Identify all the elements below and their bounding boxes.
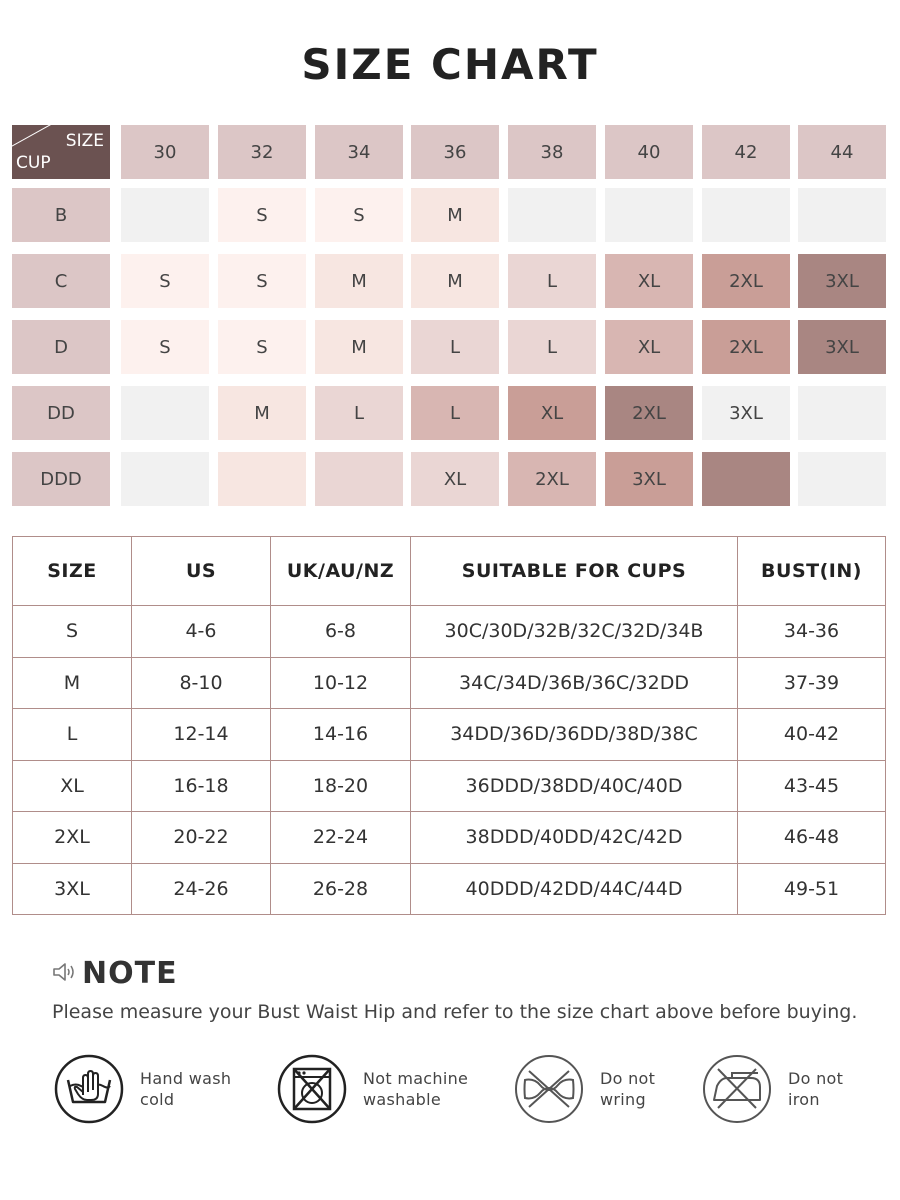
cell-cups: 34C/34D/36B/36C/32DD bbox=[411, 657, 738, 709]
note-text: Please measure your Bust Waist Hip and refer to the size chart above before buying. bbox=[52, 1001, 858, 1023]
corner-size-label: SIZE bbox=[65, 131, 104, 151]
cell-bust: 46-48 bbox=[738, 812, 886, 864]
col-header-us: US bbox=[132, 537, 271, 606]
band-size-header: 30 bbox=[121, 125, 209, 179]
size-cell: 3XL bbox=[798, 320, 886, 374]
size-cell: S bbox=[218, 188, 306, 242]
care-label-line: Not machine bbox=[363, 1069, 469, 1088]
cell-us: 24-26 bbox=[132, 863, 271, 915]
care-label-line: washable bbox=[363, 1090, 442, 1109]
size-cell bbox=[798, 386, 886, 440]
cell-uk: 10-12 bbox=[271, 657, 411, 709]
hand-wash-icon bbox=[54, 1054, 124, 1124]
size-cell: XL bbox=[605, 320, 693, 374]
do-not-wring-icon bbox=[514, 1054, 584, 1124]
cell-bust: 40-42 bbox=[738, 709, 886, 761]
table-row bbox=[13, 863, 886, 915]
care-label-line: Do not bbox=[788, 1069, 844, 1088]
care-item bbox=[54, 1054, 231, 1124]
size-cell bbox=[218, 452, 306, 506]
cell-bust: 43-45 bbox=[738, 760, 886, 812]
do-not-iron-icon bbox=[702, 1054, 772, 1124]
size-cell: S bbox=[315, 188, 403, 242]
band-size-header: 40 bbox=[605, 125, 693, 179]
band-size-header: 38 bbox=[508, 125, 596, 179]
size-cell: 2XL bbox=[702, 320, 790, 374]
care-item bbox=[277, 1054, 468, 1124]
size-cell bbox=[798, 188, 886, 242]
speaker-icon bbox=[52, 961, 78, 987]
cell-cups: 30C/30D/32B/32C/32D/34B bbox=[411, 606, 738, 658]
size-cell: 2XL bbox=[605, 386, 693, 440]
note-header bbox=[52, 956, 178, 991]
cell-us: 16-18 bbox=[132, 760, 271, 812]
size-cell: 3XL bbox=[605, 452, 693, 506]
cell-size: 3XL bbox=[13, 863, 132, 915]
size-cell: L bbox=[315, 386, 403, 440]
care-label bbox=[363, 1068, 468, 1110]
care-label bbox=[788, 1068, 843, 1110]
cell-cups: 36DDD/38DD/40C/40D bbox=[411, 760, 738, 812]
size-cell bbox=[702, 188, 790, 242]
col-header-bust: BUST(IN) bbox=[738, 537, 886, 606]
grid-corner-header bbox=[12, 125, 110, 179]
cell-uk: 18-20 bbox=[271, 760, 411, 812]
cell-cups: 34DD/36D/36DD/38D/38C bbox=[411, 709, 738, 761]
care-label bbox=[600, 1068, 655, 1110]
table-row bbox=[13, 812, 886, 864]
size-cell: S bbox=[121, 254, 209, 308]
cell-bust: 34-36 bbox=[738, 606, 886, 658]
size-cell bbox=[121, 386, 209, 440]
size-cell bbox=[508, 188, 596, 242]
cup-row-header: C bbox=[12, 254, 110, 308]
care-label bbox=[140, 1068, 231, 1110]
cell-size: M bbox=[13, 657, 132, 709]
size-cell: M bbox=[218, 386, 306, 440]
size-cell: 3XL bbox=[798, 254, 886, 308]
band-size-header: 36 bbox=[411, 125, 499, 179]
size-cell bbox=[798, 452, 886, 506]
size-cell: M bbox=[411, 254, 499, 308]
care-label-line: cold bbox=[140, 1090, 175, 1109]
band-size-header: 44 bbox=[798, 125, 886, 179]
cell-bust: 37-39 bbox=[738, 657, 886, 709]
note-title: NOTE bbox=[82, 956, 178, 991]
size-cell: 3XL bbox=[702, 386, 790, 440]
size-cell: 2XL bbox=[702, 254, 790, 308]
size-cell: M bbox=[315, 320, 403, 374]
size-cell bbox=[315, 452, 403, 506]
size-cell bbox=[121, 188, 209, 242]
cup-row-header: B bbox=[12, 188, 110, 242]
size-cell: S bbox=[218, 320, 306, 374]
cell-cups: 38DDD/40DD/42C/42D bbox=[411, 812, 738, 864]
table-row bbox=[13, 606, 886, 658]
cell-uk: 22-24 bbox=[271, 812, 411, 864]
table-header-row bbox=[13, 537, 886, 606]
col-header-cups: SUITABLE FOR CUPS bbox=[411, 537, 738, 606]
no-machine-wash-icon bbox=[277, 1054, 347, 1124]
size-cell: L bbox=[508, 254, 596, 308]
cell-size: L bbox=[13, 709, 132, 761]
col-header-uk: UK/AU/NZ bbox=[271, 537, 411, 606]
size-cell bbox=[121, 452, 209, 506]
size-cell: XL bbox=[508, 386, 596, 440]
cup-row-header: D bbox=[12, 320, 110, 374]
cell-us: 20-22 bbox=[132, 812, 271, 864]
band-size-header: 34 bbox=[315, 125, 403, 179]
cell-size: S bbox=[13, 606, 132, 658]
cell-uk: 14-16 bbox=[271, 709, 411, 761]
size-cell: S bbox=[218, 254, 306, 308]
cup-row-header: DDD bbox=[12, 452, 110, 506]
size-cell: XL bbox=[605, 254, 693, 308]
cell-us: 4-6 bbox=[132, 606, 271, 658]
cell-size: XL bbox=[13, 760, 132, 812]
cell-cups: 40DDD/42DD/44C/44D bbox=[411, 863, 738, 915]
page-title: SIZE CHART bbox=[301, 40, 599, 89]
cell-size: 2XL bbox=[13, 812, 132, 864]
size-cell: S bbox=[121, 320, 209, 374]
col-header-size: SIZE bbox=[13, 537, 132, 606]
care-label-line: iron bbox=[788, 1090, 820, 1109]
cell-us: 12-14 bbox=[132, 709, 271, 761]
band-size-header: 32 bbox=[218, 125, 306, 179]
size-cell: M bbox=[315, 254, 403, 308]
care-label-line: Hand wash bbox=[140, 1069, 232, 1088]
size-cell: 2XL bbox=[508, 452, 596, 506]
cup-row-header: DD bbox=[12, 386, 110, 440]
size-cell: L bbox=[508, 320, 596, 374]
care-label-line: wring bbox=[600, 1090, 646, 1109]
size-cell bbox=[702, 452, 790, 506]
cell-bust: 49-51 bbox=[738, 863, 886, 915]
table-row bbox=[13, 760, 886, 812]
size-cell: L bbox=[411, 386, 499, 440]
band-size-header: 42 bbox=[702, 125, 790, 179]
cell-uk: 26-28 bbox=[271, 863, 411, 915]
size-cell bbox=[605, 188, 693, 242]
table-row bbox=[13, 657, 886, 709]
size-cell: M bbox=[411, 188, 499, 242]
table-row bbox=[13, 709, 886, 761]
cell-us: 8-10 bbox=[132, 657, 271, 709]
size-table bbox=[12, 536, 886, 915]
cell-uk: 6-8 bbox=[271, 606, 411, 658]
size-cell: XL bbox=[411, 452, 499, 506]
care-item bbox=[702, 1054, 843, 1124]
care-label-line: Do not bbox=[600, 1069, 656, 1088]
care-item bbox=[514, 1054, 655, 1124]
size-cell: L bbox=[411, 320, 499, 374]
corner-cup-label: CUP bbox=[16, 153, 51, 173]
